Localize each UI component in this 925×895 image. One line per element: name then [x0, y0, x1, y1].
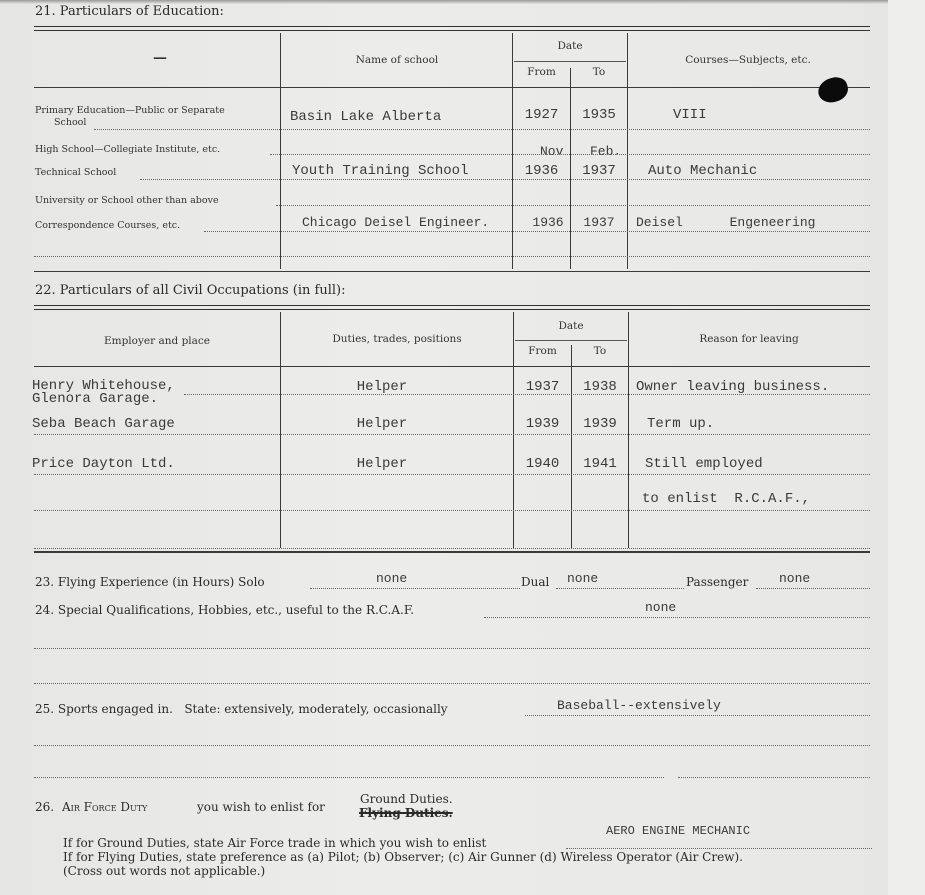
duties-1: Helper: [356, 379, 408, 395]
to-month-technical: Feb.: [590, 144, 622, 159]
reason-3-continued: to enlist R.C.A.F.,: [642, 491, 811, 507]
section-21-top-rule: [34, 26, 870, 31]
divider: [571, 345, 572, 548]
employer-3: Price Dayton Ltd.: [32, 456, 175, 472]
dotted-line: [310, 588, 520, 589]
header-dash: —: [153, 50, 167, 66]
divider: [280, 312, 281, 548]
ground-duties-line: If for Ground Duties, state Air Force trade in which you wish to enlist: [63, 836, 487, 850]
flying-duties-line: If for Flying Duties, state preference as (a) Pilot; (b) Observer; (c) Air Gunner (d) Wireless Operator (Air Crew).: [63, 850, 743, 864]
school-primary: Basin Lake Alberta: [290, 109, 442, 125]
header-from: From: [527, 66, 556, 78]
solo-value: none: [376, 571, 408, 586]
passenger-value: none: [779, 571, 811, 586]
school-correspondence: Chicago Deisel Engineer.: [302, 215, 490, 230]
dotted-line: [204, 231, 870, 232]
row-label-primary-2: School: [54, 117, 87, 128]
sports-label: 25. Sports engaged in. State: extensively, moderately, occasionally: [35, 702, 448, 716]
divider: [628, 312, 629, 548]
dotted-line: [276, 205, 870, 206]
section-22-top-rule: [34, 305, 870, 310]
school-technical: Youth Training School: [292, 163, 469, 179]
dotted-line: [34, 648, 870, 649]
dotted-line: [184, 394, 870, 395]
air-force-duty-label-rest: you wish to enlist for: [197, 800, 325, 814]
to-2: 1939: [583, 416, 617, 432]
header-to: To: [592, 66, 606, 78]
employer-1: Henry Whitehouse,: [32, 378, 175, 394]
option-ground-duties: Ground Duties.: [360, 792, 453, 806]
section-21-title: 21. Particulars of Education:: [35, 4, 224, 19]
dotted-line: [94, 129, 870, 130]
option-flying-duties-struck: Flying Duties.: [359, 806, 453, 820]
dotted-line: [34, 548, 870, 549]
employer-2: Seba Beach Garage: [32, 416, 175, 432]
courses-correspondence: Deisel Engeneering: [636, 215, 816, 230]
reason-2: Term up.: [647, 416, 715, 432]
header-rule: [34, 366, 870, 367]
dotted-line: [140, 179, 870, 180]
duties-2: Helper: [356, 416, 408, 432]
dotted-line: [34, 683, 870, 684]
to-correspondence: 1937: [583, 215, 615, 230]
row-label-correspondence: Correspondence Courses, etc.: [35, 220, 181, 231]
header-employer: Employer and place: [103, 335, 211, 347]
to-1: 1938: [583, 379, 617, 395]
air-force-duty-number: 26.: [35, 800, 55, 814]
dotted-line: [678, 777, 870, 778]
row-label-university: University or School other than above: [35, 195, 219, 206]
row-label-primary: Primary Education—Public or Separate: [35, 105, 225, 116]
dotted-line: [756, 588, 870, 589]
row-label-technical: Technical School: [35, 167, 117, 178]
header-from: From: [528, 345, 557, 357]
dotted-line: [34, 745, 870, 746]
to-technical: 1937: [582, 163, 616, 179]
dotted-line: [556, 588, 684, 589]
dotted-line: [270, 154, 870, 155]
from-technical: 1936: [524, 163, 559, 179]
divider: [280, 33, 281, 269]
from-2: 1939: [525, 416, 560, 432]
date-rule: [514, 61, 626, 62]
passenger-label: Passenger: [686, 575, 749, 589]
section-22-title: 22. Particulars of all Civil Occupations (in full):: [35, 283, 346, 298]
section-22-bottom-rule: [34, 551, 870, 553]
dual-value: none: [567, 571, 599, 586]
header-courses: Courses—Subjects, etc.: [685, 54, 811, 66]
qualifications-label: 24. Special Qualifications, Hobbies, etc., useful to the R.C.A.F.: [35, 603, 415, 617]
page-margin: [888, 0, 925, 895]
dotted-line: [484, 617, 870, 618]
from-month-technical: Nov: [540, 144, 564, 159]
from-primary: 1927: [524, 107, 559, 123]
header-reason: Reason for leaving: [699, 333, 799, 345]
ink-blot: [815, 75, 850, 106]
header-duties: Duties, trades, positions: [332, 333, 462, 345]
dotted-line: [525, 715, 870, 716]
header-to: To: [593, 345, 607, 357]
flying-experience-label: 23. Flying Experience (in Hours) Solo: [35, 575, 265, 589]
to-3: 1941: [583, 456, 617, 472]
from-correspondence: 1936: [532, 215, 564, 230]
air-force-duty-label: Air Force Duty: [62, 800, 148, 814]
reason-1: Owner leaving business.: [636, 379, 830, 395]
dotted-line: [34, 777, 664, 778]
to-primary: 1935: [582, 107, 616, 123]
row-label-high-school: High School—Collegiate Institute, etc.: [35, 144, 221, 155]
duties-3: Helper: [356, 456, 408, 472]
header-date: Date: [558, 320, 584, 332]
dotted-line: [566, 848, 872, 849]
header-date: Date: [557, 40, 583, 52]
dotted-line: [34, 510, 870, 511]
divider: [627, 33, 628, 269]
from-3: 1940: [525, 456, 560, 472]
employer-1-place: Glenora Garage.: [32, 391, 159, 407]
cross-out-note: (Cross out words not applicable.): [63, 864, 266, 878]
reason-3: Still employed: [645, 456, 763, 472]
trade-value: AERO ENGINE MECHANIC: [606, 824, 751, 838]
sports-value: Baseball--extensively: [557, 698, 721, 713]
courses-primary: VIII: [673, 107, 707, 123]
from-1: 1937: [525, 379, 560, 395]
courses-technical: Auto Mechanic: [648, 163, 758, 179]
dotted-line: [34, 474, 870, 475]
dual-label: Dual: [521, 575, 550, 589]
dotted-line: [34, 256, 870, 257]
section-21-bottom-rule: [34, 271, 870, 272]
dotted-line: [34, 434, 870, 435]
date-rule: [515, 340, 627, 341]
header-rule: [34, 87, 870, 88]
qualifications-value: none: [645, 600, 677, 615]
header-school: Name of school: [355, 54, 439, 66]
